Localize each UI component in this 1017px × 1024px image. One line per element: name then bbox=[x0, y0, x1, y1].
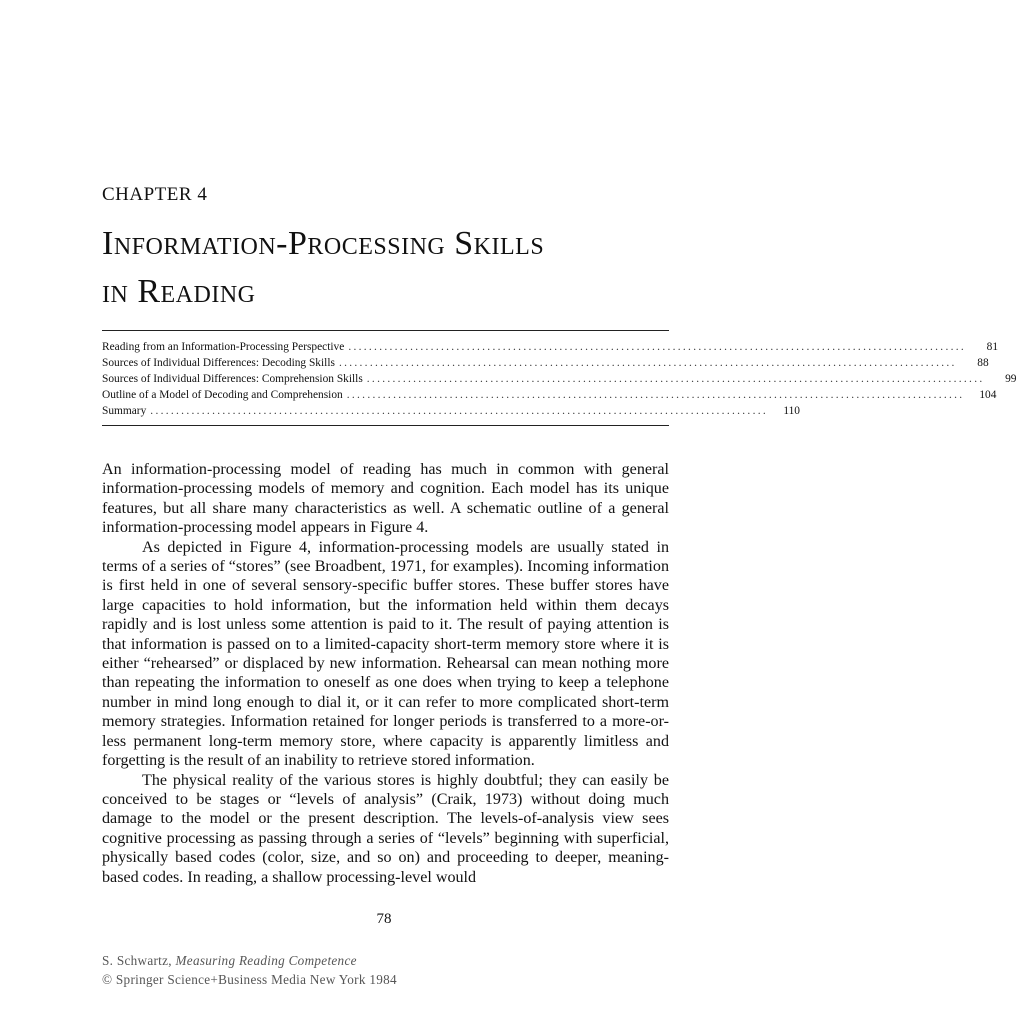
toc-entry bbox=[102, 339, 999, 355]
toc-entry-page: 88 bbox=[977, 357, 989, 369]
toc-entry-page: 81 bbox=[986, 341, 999, 353]
toc-entry-title: Reading from an Information-Processing Perspective bbox=[102, 341, 345, 353]
paragraph: An information-processing model of reading has much in common with general information-processing models of memory and cognition. Each model has its unique features, but all share many characteristics as well. A schematic outline of a general information-processing model appears in Figure 4. bbox=[102, 461, 669, 537]
author: S. Schwartz, bbox=[102, 953, 176, 968]
chapter-title-line-2: in Reading bbox=[102, 273, 256, 310]
toc-leader: ........................................................................................................................ bbox=[348, 341, 967, 353]
toc-entry-page: 104 bbox=[979, 389, 997, 401]
toc-entry bbox=[102, 371, 1017, 387]
toc-entry-page: 110 bbox=[783, 405, 801, 417]
page-number: 78 bbox=[376, 911, 392, 927]
book-title: Measuring Reading Competence bbox=[175, 953, 357, 968]
citation-line bbox=[102, 951, 397, 970]
toc-entry-page: 99 bbox=[1005, 373, 1017, 385]
chapter-title bbox=[102, 220, 702, 316]
chapter-contents bbox=[102, 330, 1017, 426]
toc-entry-title: Outline of a Model of Decoding and Comprehension bbox=[102, 389, 343, 401]
source-footer bbox=[102, 951, 397, 989]
chapter-label: CHAPTER 4 bbox=[102, 184, 208, 205]
toc-entry bbox=[102, 387, 997, 403]
toc-entry bbox=[102, 355, 989, 371]
body-text bbox=[102, 460, 669, 887]
toc-leader: ........................................................................................................................ bbox=[150, 405, 769, 417]
toc-entry-title: Sources of Individual Differences: Decoding Skills bbox=[102, 357, 335, 369]
toc-entry bbox=[102, 403, 801, 419]
paragraph: The physical reality of the various stores is highly doubtful; they can easily be conceived to be stages or “levels of analysis” (Craik, 1973) without doing much damage to the model or the present description. The levels-of-analysis view sees cognitive processing as passing through a series of “levels” beginning with superficial, physically based codes (color, size, and so on) and proceeding to deeper, meaning-based codes. In reading, a shallow processing-level would bbox=[102, 771, 669, 886]
paragraph: As depicted in Figure 4, information-processing models are usually stated in terms of a series of “stores” (see Broadbent, 1971, for examples). Incoming information is first held in one of several sensory-specific buffer stores. These buffer stores have large capacities to hold information, but the information held within them decays rapidly and is lost unless some attention is paid to it. The result of paying attention is that information is passed on to a limited-capacity short-term memory store where it is either “rehearsed” or displaced by new information. Rehearsal can mean nothing more than repeating the information to oneself as one does when trying to keep a telephone number in mind long enough to dial it, or it can refer to more complicated short-term memory strategies. Information retained for longer periods is transferred to a more-or-less permanent long-term memory store, where capacity is apparently limitless and forgetting is the result of an inability to retrieve stored information. bbox=[102, 538, 669, 770]
toc-leader: ........................................................................................................................ bbox=[338, 357, 957, 369]
copyright-line: © Springer Science+Business Media New York 1984 bbox=[102, 972, 397, 987]
chapter-title-line-1: Information-Processing Skills bbox=[102, 225, 545, 262]
toc-entry-title: Sources of Individual Differences: Comprehension Skills bbox=[102, 373, 363, 385]
toc-entry-title: Summary bbox=[102, 405, 147, 417]
toc-leader: ........................................................................................................................ bbox=[366, 373, 985, 385]
toc-leader: ........................................................................................................................ bbox=[346, 389, 965, 401]
